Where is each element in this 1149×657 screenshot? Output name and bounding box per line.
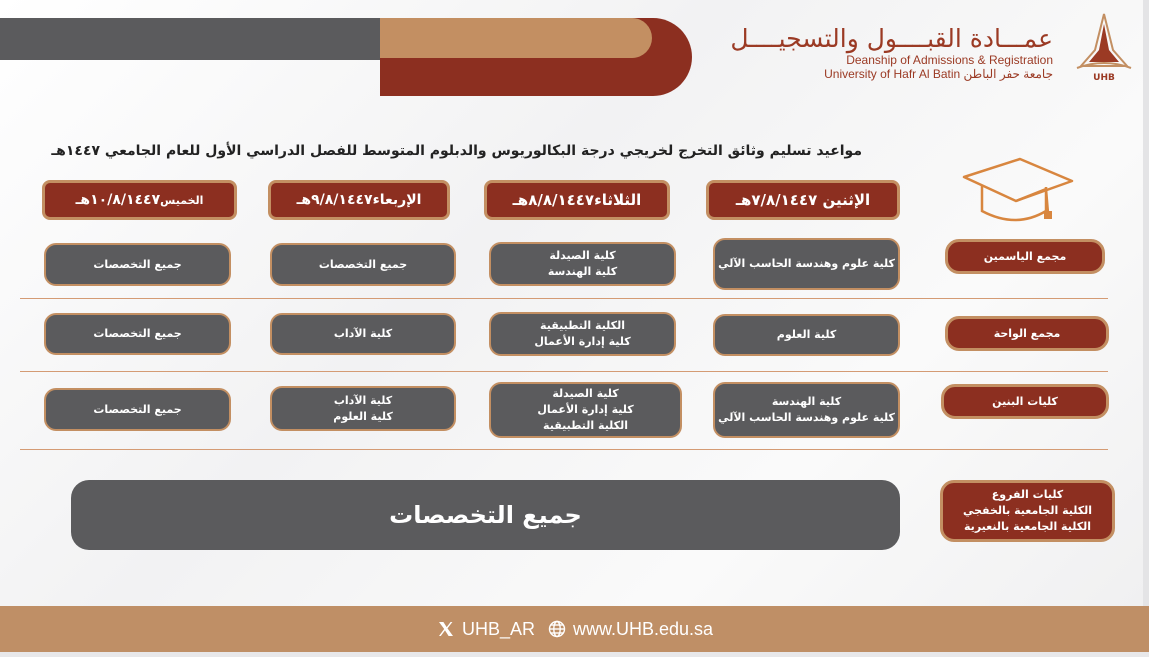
college-name: كلية الآداب <box>333 393 393 407</box>
college-name: جميع التخصصات <box>389 501 582 529</box>
day-header-wednesday <box>268 180 450 220</box>
college-name: كلية الهندسة <box>771 395 842 409</box>
site-label-text: مجمع الياسمين <box>983 249 1067 263</box>
logo-title-ar: عمـــادة القبــــول والتسجيــــل <box>730 24 1053 53</box>
header-tan-bar <box>380 18 652 58</box>
bottom-strip <box>0 652 1149 657</box>
social-handle[interactable]: UHB_AR <box>461 618 535 639</box>
day-header-label: الإثنين ٧/٨/١٤٤٧هـ <box>735 191 871 209</box>
cell-boys-tuesday <box>489 382 682 438</box>
site-label-line: كليات الفروع <box>991 488 1064 502</box>
day-header-monday <box>706 180 900 220</box>
college-name: كلية العلوم <box>333 409 393 423</box>
cell-waha-tuesday <box>489 312 676 356</box>
site-label-text: مجمع الواحة <box>993 326 1061 340</box>
site-label-line: الكلية الجامعية بالخفجي <box>962 504 1093 518</box>
college-name: كلية الصيدلة <box>552 387 619 401</box>
cell-yasmin-thursday <box>44 243 231 286</box>
day-header-label: الإربعاء٩/٨/١٤٤٧هـ <box>296 192 422 208</box>
logo-title-en: Deanship of Admissions & Registration <box>846 53 1053 67</box>
logo-university-en: University of Hafr Al Batin <box>824 67 961 81</box>
college-name: كلية علوم وهندسة الحاسب الآلي <box>718 411 895 424</box>
logo-uhb-text: UHB <box>1093 73 1115 83</box>
page-title: مواعيد تسليم وثائق التخرج لخريجي درجة البكالوريوس والدبلوم المتوسط للفصل الدراسي الأول للعام الجامعي ١٤٤٧هـ <box>51 143 862 159</box>
x-logo-icon[interactable] <box>436 619 456 639</box>
college-name: كلية العلوم <box>776 328 837 342</box>
college-name: كلية الهندسة <box>547 265 618 278</box>
day-header-label-small: الخميس <box>160 193 204 207</box>
row-divider <box>20 371 1108 372</box>
right-edge <box>1143 0 1149 657</box>
day-header-tuesday <box>484 180 670 220</box>
logo-university-ar: جامعة حفر الباطن <box>963 67 1053 81</box>
globe-icon <box>547 619 567 639</box>
logo-university-line <box>824 67 1053 81</box>
site-label-waha <box>945 316 1109 351</box>
college-name: جميع التخصصات <box>93 257 182 271</box>
cell-yasmin-monday <box>713 238 900 290</box>
website-link[interactable]: www.UHB.edu.sa <box>572 618 714 639</box>
uhb-emblem-icon <box>1069 10 1139 84</box>
day-header-label: الثلاثاء٨/٨/١٤٤٧هـ <box>512 191 642 209</box>
college-name: جميع التخصصات <box>93 402 182 416</box>
cell-boys-wednesday <box>270 386 456 431</box>
college-name: كلية الآداب <box>333 327 393 341</box>
college-name: الكلية التطبيقية <box>540 319 625 333</box>
cell-yasmin-tuesday <box>489 242 676 286</box>
college-name: الكلية التطبيقية <box>543 418 628 432</box>
graduation-cap-icon <box>960 155 1075 230</box>
day-header-thursday <box>42 180 237 220</box>
college-name: جميع التخصصات <box>318 257 408 271</box>
cell-boys-monday <box>713 382 900 438</box>
college-name: كلية الصيدلة <box>549 249 616 263</box>
cell-yasmin-wednesday <box>270 243 456 286</box>
site-label-yasmin <box>945 239 1105 274</box>
college-name: كلية إدارة الأعمال <box>534 335 631 348</box>
cell-waha-wednesday <box>270 313 456 355</box>
college-name: كلية إدارة الأعمال <box>537 403 634 417</box>
cell-branch-colleges-all <box>71 480 900 550</box>
cell-waha-thursday <box>44 313 231 355</box>
row-divider <box>20 298 1108 299</box>
site-label-branch-colleges <box>940 480 1115 542</box>
college-name: جميع التخصصات <box>93 327 182 341</box>
site-label-line: الكلية الجامعية بالنعيرية <box>964 519 1091 533</box>
site-label-boys-colleges <box>941 384 1109 419</box>
cell-waha-monday <box>713 314 900 356</box>
deanship-logo <box>730 20 1145 90</box>
college-name: كلية علوم وهندسة الحاسب الآلي <box>718 257 895 271</box>
site-label-text: كليات البنين <box>992 394 1058 408</box>
row-divider <box>20 449 1108 450</box>
footer-bar <box>0 606 1149 652</box>
day-header-label-date: ١٠/٨/١٤٤٧هـ <box>75 192 161 208</box>
cell-boys-thursday <box>44 388 231 431</box>
